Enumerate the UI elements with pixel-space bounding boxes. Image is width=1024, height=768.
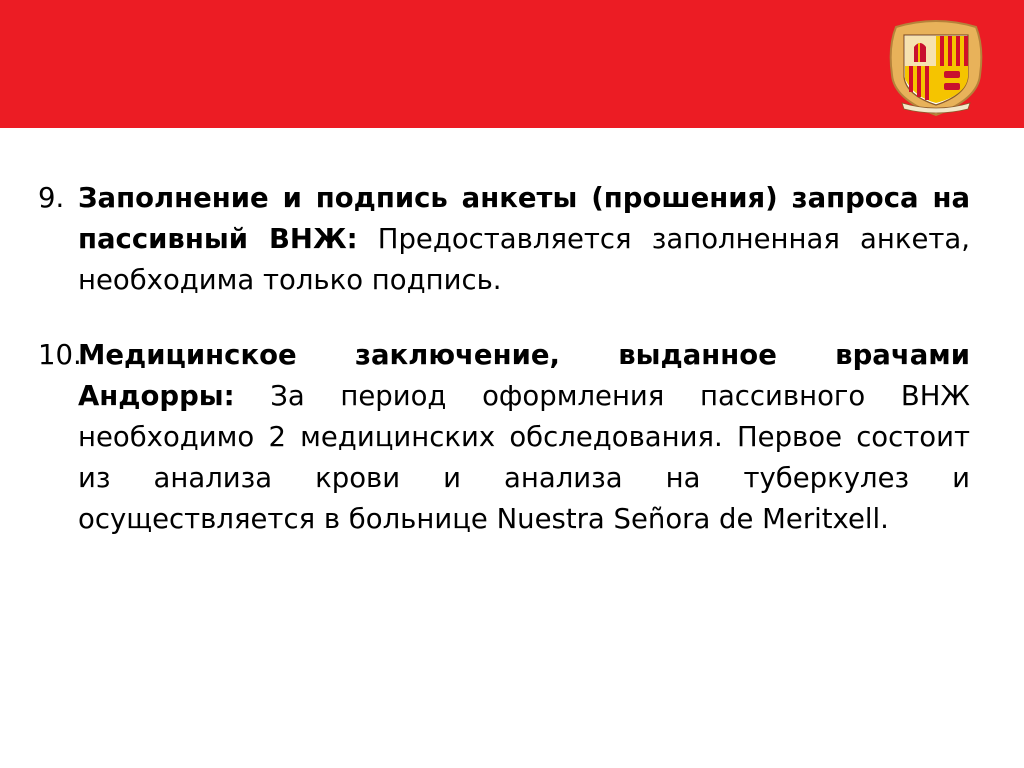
item-body [78, 335, 970, 540]
content [38, 178, 970, 540]
item-title: Медицинское заключение, выданное врачами Андорры: [78, 339, 970, 412]
item-text: За период оформления пассивного ВНЖ необходимо 2 медицинских обследования. Первое состоит из анализа крови и анализа на туберкулез и осуществляется в больнице Nuestra Señora de Meritxell. [78, 380, 970, 535]
item-body [78, 178, 970, 301]
list-item-9 [38, 178, 970, 301]
coat-of-arms-andorra-icon [884, 17, 988, 117]
item-number: 9. [38, 182, 65, 214]
item-text: Предоставляется заполненная анкета, необходима только подпись. [78, 223, 970, 296]
item-title: Заполнение и подпись анкеты (прошения) запроса на пассивный ВНЖ: [78, 182, 970, 255]
header-band [0, 0, 1024, 128]
item-number: 10. [38, 339, 82, 371]
list-item-10 [38, 335, 970, 540]
